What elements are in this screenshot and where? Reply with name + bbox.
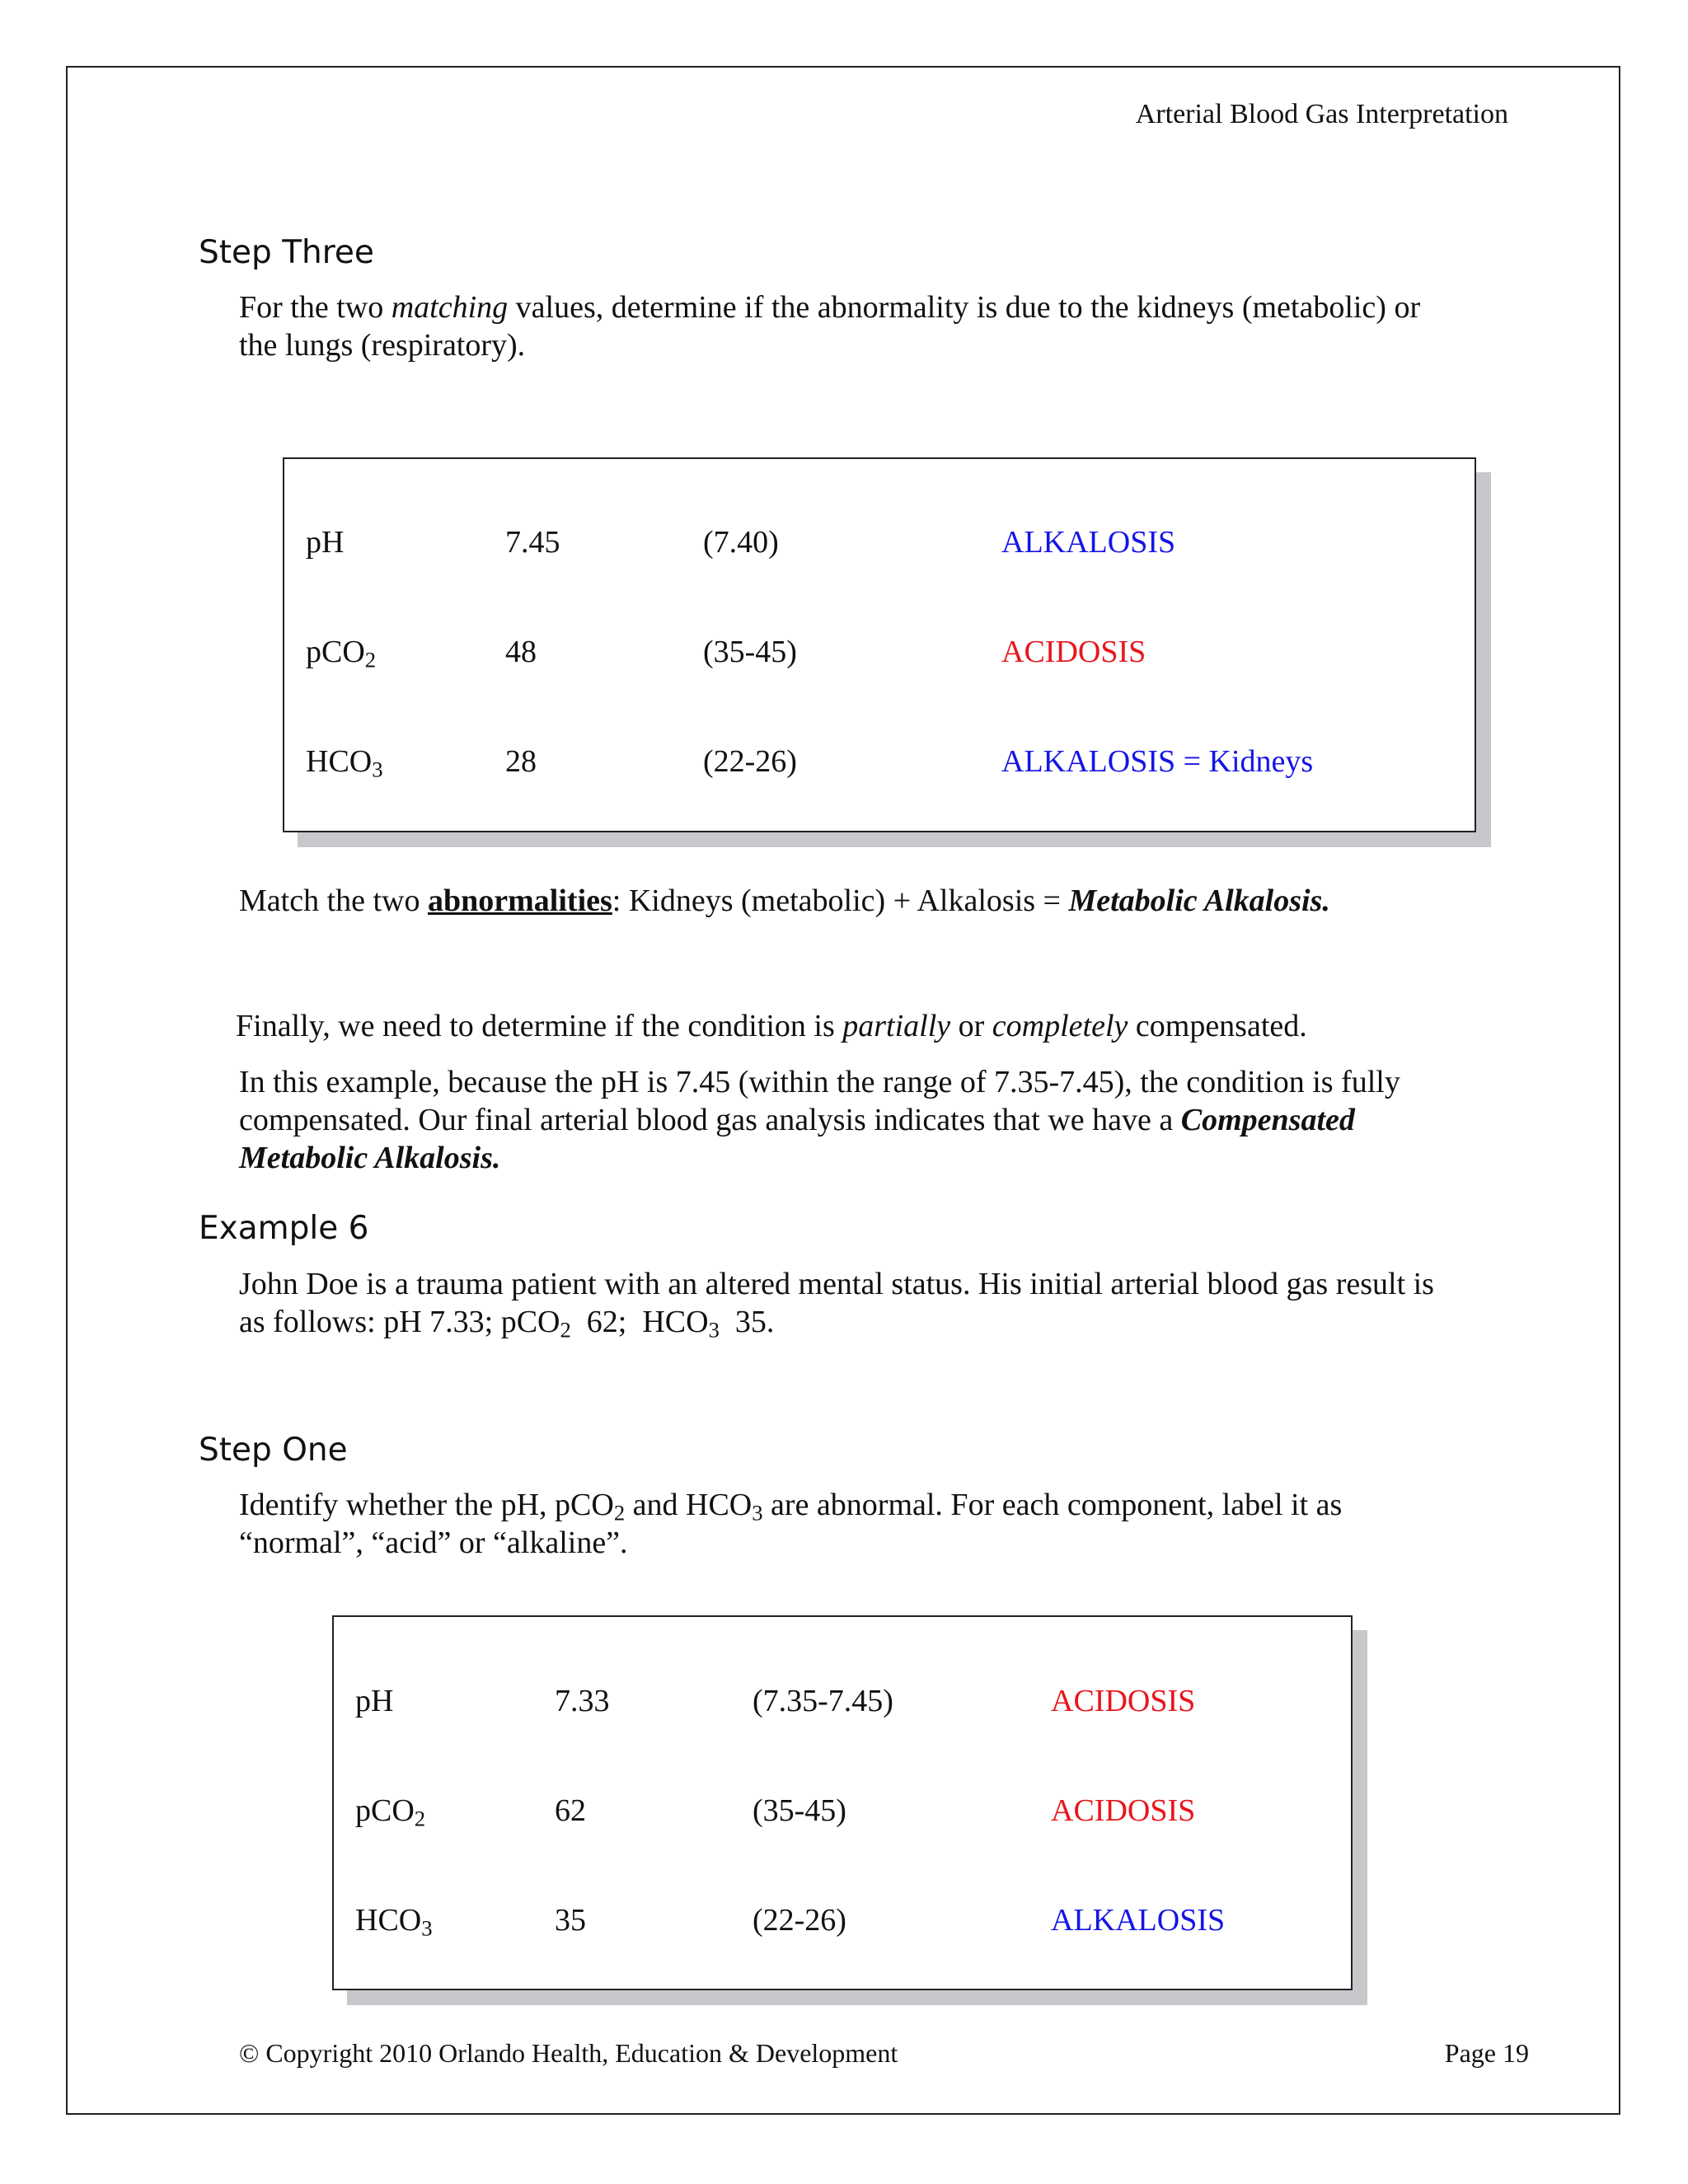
table-row-range: (7.40) (703, 525, 779, 560)
table-row-status: ALKALOSIS = Kidneys (1001, 744, 1314, 779)
footer-page-number: Page 19 (1444, 2038, 1529, 2068)
table-row-value: 7.33 (555, 1684, 610, 1718)
table-row-label: pH (355, 1684, 394, 1718)
match-sentence: Match the two abnormalities: Kidneys (metabolic) + Alkalosis = Metabolic Alkalosis. (239, 883, 1330, 918)
step-three-table (283, 457, 1476, 832)
table-row-label: $HCO_3$ (306, 744, 383, 782)
step-one-table (332, 1615, 1353, 1990)
step-one-heading: Step One (199, 1432, 348, 1469)
running-header: Arterial Blood Gas Interpretation (1135, 99, 1508, 129)
table-row-range: (7.35-7.45) (753, 1684, 893, 1718)
example6-paragraph: John Doe is a trauma patient with an altered mental status. His initial arterial blood gas result is as follows: pH 7.33; pCO$_2$ 62; $HCO_3$ 35. (239, 1267, 1434, 1343)
table-row-value: 28 (505, 744, 537, 779)
table-row-value: 7.45 (505, 525, 560, 560)
table-row-label: pCO$_2$ (355, 1793, 426, 1831)
step-one-intro: Identify whether the pH, pCO$_2$ and $HCO_3$ are abnormal. For each component, label it as “normal”, “acid” or “alkaline”. (239, 1488, 1343, 1560)
example6-heading: Example 6 (199, 1210, 369, 1247)
table-row-label: pH (306, 525, 345, 560)
table-row-status: ACIDOSIS (1051, 1793, 1196, 1828)
table-row-range: (22-26) (753, 1903, 846, 1938)
footer-copyright: © Copyright 2010 Orlando Health, Education & Development (239, 2038, 898, 2068)
example-paragraph: In this example, because the pH is 7.45 (within the range of 7.35-7.45), the condition is fully compensated. Our final arterial blood gas analysis indicates that we have a Compensated Metabolic Alkalosis. (239, 1065, 1400, 1175)
step-three-intro: For the two matching values, determine if the abnormality is due to the kidneys (metabolic) or the lungs (respiratory). (239, 290, 1421, 363)
table-row-label: $HCO_3$ (355, 1903, 433, 1941)
table-row-value: 35 (555, 1903, 586, 1938)
table-row-label: pCO$_2$ (306, 635, 377, 673)
table-row-value: 62 (555, 1793, 586, 1828)
table-row-range: (35-45) (703, 635, 797, 669)
table-row-status: ACIDOSIS (1001, 635, 1146, 669)
step-three-heading: Step Three (199, 234, 374, 271)
table-row-status: ACIDOSIS (1051, 1684, 1196, 1718)
finally-sentence: Finally, we need to determine if the condition is partially or completely compensated. (236, 1009, 1307, 1043)
table-row-status: ALKALOSIS (1051, 1903, 1226, 1938)
table-row-range: (22-26) (703, 744, 797, 779)
table-row-value: 48 (505, 635, 537, 669)
table-row-status: ALKALOSIS (1001, 525, 1176, 560)
table-row-range: (35-45) (753, 1793, 846, 1828)
